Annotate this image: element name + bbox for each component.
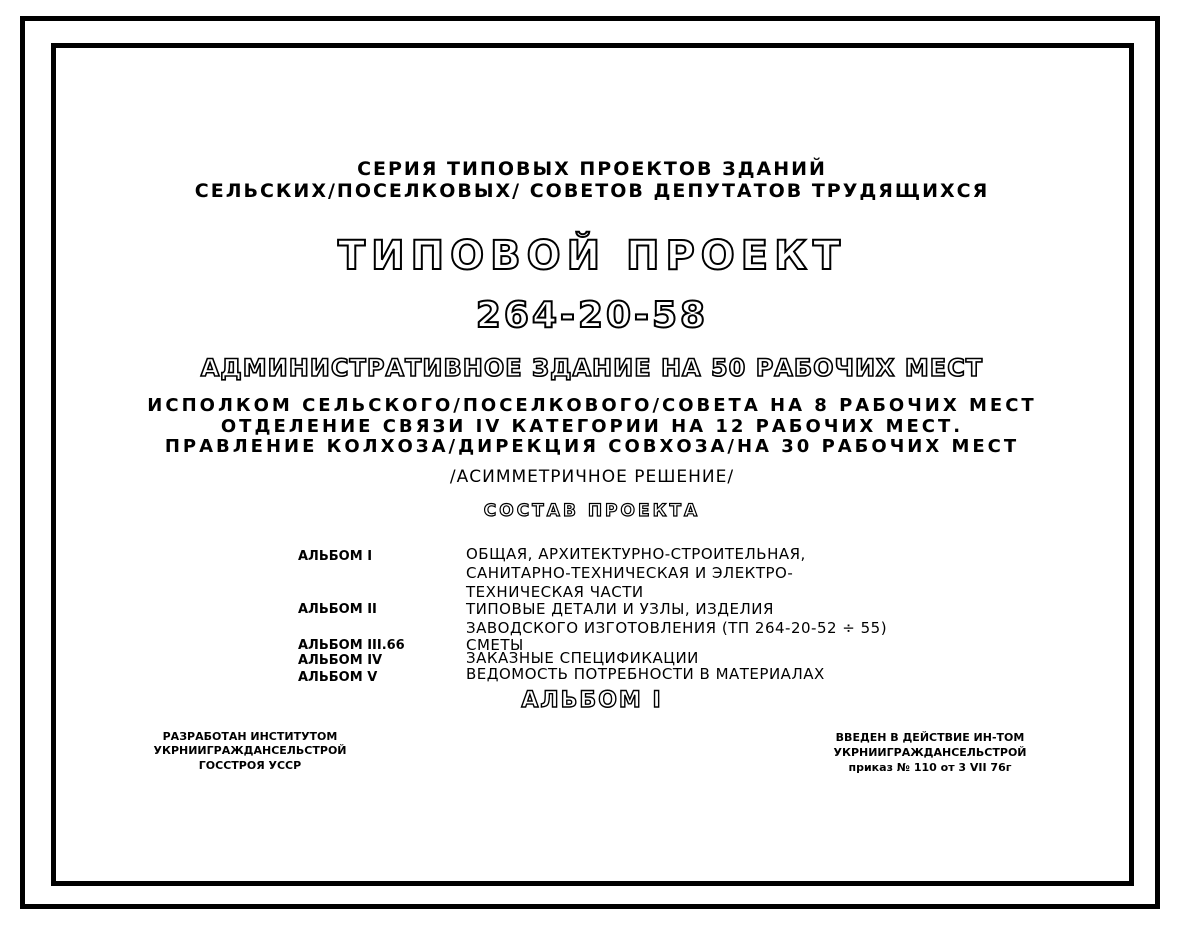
album-4-desc-1: ЗАКАЗНЫЕ СПЕЦИФИКАЦИИ [466, 649, 699, 667]
series-line-2: СЕЛЬСКИХ/ПОСЕЛКОВЫХ/ СОВЕТОВ ДЕПУТАТОВ ТРУДЯЩИХСЯ [194, 180, 990, 202]
album-1-desc-1: ОБЩАЯ, АРХИТЕКТУРНО-СТРОИТЕЛЬНАЯ, [466, 545, 806, 563]
series-line-1: СЕРИЯ ТИПОВЫХ ПРОЕКТОВ ЗДАНИЙ [357, 158, 827, 180]
variant-line-1: ИСПОЛКОМ СЕЛЬСКОГО/ПОСЕЛКОВОГО/СОВЕТА НА 8 РАБОЧИХ МЕСТ [147, 395, 1037, 416]
album-3-desc-1: СМЕТЫ [466, 636, 524, 654]
album-3-label: АЛЬБОМ III.66 [298, 638, 405, 653]
project-title: ТИПОВОЙ ПРОЕКТ [337, 233, 847, 279]
album-1-desc-3: ТЕХНИЧЕСКАЯ ЧАСТИ [466, 583, 644, 601]
album-5-label: АЛЬБОМ V [298, 670, 378, 685]
album-2-desc-1: ТИПОВЫЕ ДЕТАЛИ И УЗЛЫ, ИЗДЕЛИЯ [466, 600, 774, 618]
developer-line-2: УКРНИИГРАЖДАНСЕЛЬСТРОЙ [153, 744, 347, 757]
album-2-desc-2: ЗАВОДСКОГО ИЗГОТОВЛЕНИЯ (ТП 264-20-52 ÷ 55) [466, 619, 888, 637]
variant-line-2: ОТДЕЛЕНИЕ СВЯЗИ IV КАТЕГОРИИ НА 12 РАБОЧИХ МЕСТ. [220, 416, 964, 437]
enacted-line-1: ВВЕДЕН В ДЕЙСТВИЕ ИН-ТОМ [835, 731, 1025, 744]
album-1-desc-2: САНИТАРНО-ТЕХНИЧЕСКАЯ И ЭЛЕКТРО- [466, 564, 794, 582]
album-5-desc-1: ВЕДОМОСТЬ ПОТРЕБНОСТИ В МАТЕРИАЛАХ [466, 665, 825, 683]
album-1-label: АЛЬБОМ I [298, 549, 373, 564]
developer-line-1: РАЗРАБОТАН ИНСТИТУТОМ [162, 730, 338, 743]
contents-title: СОСТАВ ПРОЕКТА [483, 501, 701, 521]
current-album: АЛЬБОМ I [521, 688, 663, 713]
solution-note: /АСИММЕТРИЧНОЕ РЕШЕНИЕ/ [449, 467, 735, 487]
album-2-label: АЛЬБОМ II [298, 602, 377, 617]
enacted-line-2: УКРНИИГРАЖДАНСЕЛЬСТРОЙ [833, 746, 1027, 759]
project-number: 264-20-58 [475, 295, 709, 336]
building-name: АДМИНИСТРАТИВНОЕ ЗДАНИЕ НА 50 РАБОЧИХ МЕСТ [200, 354, 984, 382]
variant-line-3: ПРАВЛЕНИЕ КОЛХОЗА/ДИРЕКЦИЯ СОВХОЗА/НА 30 РАБОЧИХ МЕСТ [164, 436, 1020, 457]
enacted-line-3: приказ № 110 от 3 VII 76г [848, 761, 1012, 774]
developer-line-3: ГОССТРОЯ УССР [198, 759, 302, 772]
album-4-label: АЛЬБОМ IV [298, 653, 383, 668]
